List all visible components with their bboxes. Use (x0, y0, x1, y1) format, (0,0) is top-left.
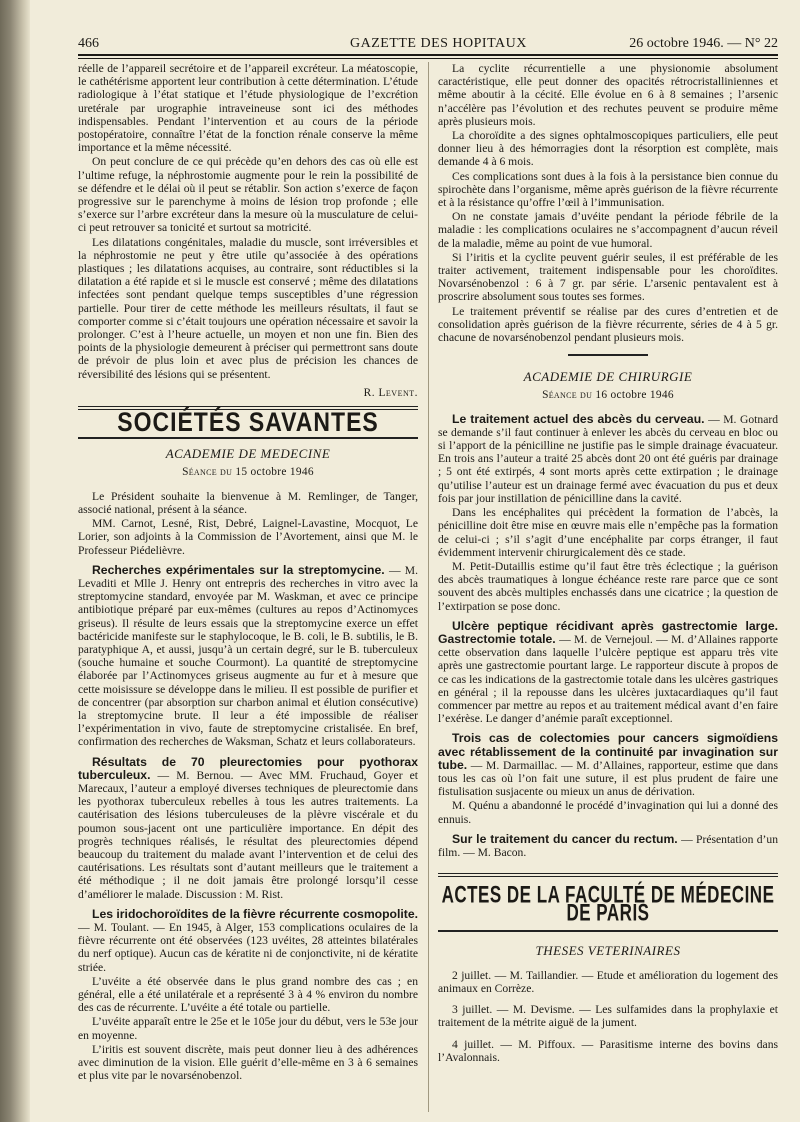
article-abces-cerveau (438, 413, 778, 505)
seance-medecine (78, 466, 418, 479)
academie-chirurgie-heading: ACADEMIE DE CHIRURGIE (523, 369, 693, 385)
article-ulcere-peptique (438, 620, 778, 726)
president-paragraph: Le Président souhaite la bienvenue à M. Remlinger, de Tanger, associé national, présent à la séance. (78, 489, 418, 516)
article-cancer-rectum (438, 833, 778, 859)
article-colectomies (438, 732, 778, 798)
article-body: — Présentation d’un film. — M. Bacon. (438, 832, 778, 859)
header-rule (78, 54, 778, 56)
cyclite-paragraph: La cyclite récurrentielle a une physionomie absolument caractéristique, elle peut donner des opacités rétrocristalliniennes et même aboutir à la cécité. Elle évolue en 6 à 8 semaines ; l’arsenic n’accélère pas l’évolution et des rechutes peuvent se produire même après plusieurs mois. (438, 62, 778, 128)
article-title: Trois cas de colectomies pour cancers sigmoïdiens avec rétablissement de la continuité par invagination sur tube. (438, 731, 778, 772)
academie-medecine-heading: ACADEMIE DE MEDECINE (165, 446, 331, 462)
theses-heading: THESES VETERINAIRES (535, 942, 681, 958)
actes-faculte-title: ACTES DE LA FACULTÉ DE MÉDECINE DE PARIS (441, 881, 775, 927)
left-column (78, 62, 418, 1083)
page-number: 466 (78, 36, 99, 51)
seance-date: 16 octobre 1946 (595, 389, 674, 402)
seance-prefix: Séance du (182, 466, 233, 479)
colectomies-paragraph-2: M. Quénu a abandonné le procédé d’invagination qui lui a donné des ennuis. (438, 799, 778, 826)
article-title: Recherches expérimentales sur la streptomycine. (92, 562, 385, 577)
article-streptomycine (78, 564, 418, 749)
column-divider (428, 62, 429, 1112)
article-title: Ulcère peptique récidivant après gastrectomie large. Gastrectomie totale. (438, 618, 778, 646)
article-body: — M. Bernou. — Avec MM. Fruchaud, Goyer et Marecaux, l’auteur a employé diverses techniques de pleurectomie dans les pyothorax tuberculeux rebelles à tous les autres traitements. La cautérisation des lésions tuberculeuses de la plèvre viscérale et du poumon sous-jacent ont une particulière importance. En dépit des progrès techniques réalisés, le résultat des pleurectomies dépend beaucoup du traitement du malade avant l’intervention et de celui des cautérisations. Les résultats sont d’autant meilleurs que le traitement a été méthodique ; il ne doit jamais être prolongé lorsqu’il cesse d’améliorer le malade. Discussion : M. Rist. (78, 768, 418, 901)
journal-title: GAZETTE DES HOPITAUX (350, 36, 527, 51)
complications-paragraph: Ces complications sont dues à la fois à la persistance bien connue du spirochète dans l’organisme, même après guérison de la fièvre récurrente et à la résistance qu’offre l’œil à l’immunisation. (438, 169, 778, 210)
issue-date: 26 octobre 1946. — N° 22 (629, 36, 778, 51)
article-signature: R. Levent. (363, 386, 418, 399)
section-rule (438, 873, 778, 877)
seance-chirurgie (438, 389, 778, 402)
article-title: Sur le traitement du cancer du rectum. (452, 831, 678, 846)
intro-paragraph-2: On peut conclure de ce qui précède qu’en dehors des cas où elle est l’ultime refuge, la néphrostomie augmente pour le rein la possibilité de se défendre et le délai où il peut se rétablir. Son action s’exerce de façon progressive sur le parenchyme à moins de lésion trop profonde ; elle s’exerce sur l’arbre excréteur dans la mesure où la musculature de celui-ci peut retrouver sa tonicité et surtout sa motricité. (78, 155, 418, 235)
seance-date: 15 octobre 1946 (235, 466, 314, 479)
abces-paragraph-2: Dans les encéphalites qui précèdent la formation de l’abcès, la pénicilline doit être mise en œuvre mais elle n’empêche pas la formation de celui-ci ; s’il s’agit d’une encéphalite par corps étranger, il faut évidemment intervenir chirurgicalement dès ce stade. (438, 506, 778, 559)
article-iridochoroidites (78, 908, 418, 974)
traitement-paragraph: Si l’iritis et la cyclite peuvent guérir seules, il est préférable de les traiter activement, traitement indispensable pour les choroïdites. Novarsénobenzol : 6 à 7 gr. par série. L’arsenic pentavalent est à proscrire absolument sous toutes ses formes. (438, 250, 778, 304)
page-header (78, 32, 778, 56)
intro-paragraph-3: Les dilatations congénitales, maladie du muscle, sont irréversibles et la néphrostomie ne peut y être utile qu’associée à des opérations plastiques ; les dilatations acquises, au contraire, sont réductibles si la dilatation a été rapide et si le muscle est conservé ; même des dilatations infectées sont pendant quelque temps susceptibles d’une régression partielle. Pour tirer de cette méthode les meilleurs résultats, il faut se comporter comme si c’était toujours une opération nécessaire et savoir la prolonger. C’est à l’heure actuelle, un moyen et non une fin. Bien des points de la physiologie demeurent à préciser qui permettront sans doute de prévoir de plus loin et avec plus de précision les chances de réversibilité des lésions qui se présentent. (78, 235, 418, 381)
binding-edge (0, 0, 30, 1122)
uveite-paragraph: On ne constate jamais d’uvéite pendant la période fébrile de la maladie : les complications oculaires ne s’accompagnent d’aucun réveil de la maladie, même au point de vue humoral. (438, 210, 778, 250)
article-body: — M. Toulant. — En 1945, à Alger, 153 complications oculaires de la fièvre récurrente ont été observées (123 uvéites, 28 atteintes bilatérales du nerf optique). Aucun cas de kératite ni de conjonctivite, ni de kératite striée. (78, 920, 418, 974)
iridochoroidites-paragraph-2: L’uvéite a été observée dans le plus grand nombre des cas ; en général, elle a été unilatérale et a représenté 3 à 4 % environ du nombre des cas de récurrente. L’uvéite a été totale ou partielle. (78, 974, 418, 1015)
iridochoroidites-paragraph-3: L’uvéite apparaît entre le 25e et le 105e jour du début, vers le 53e jour en moyenne. (78, 1015, 418, 1042)
abces-paragraph-3: M. Petit-Dutaillis estime qu’il faut être très éclectique ; la guérison des abcès traumatiques à longue échéance reste rare parce que ce sont souvent des abcès multiples enchassés dans une cicatrice ; la question de l’extirpation se pose donc. (438, 559, 778, 613)
iridochoroidites-paragraph-4: L’iritis est souvent discrète, mais peut donner lieu à des adhérences avec diminution de la vision. Elle guérit d’elle-même en 3 à 6 semaines et plus vite par le novarsénobenzol. (78, 1042, 418, 1083)
section-rule-3 (438, 930, 778, 932)
preventif-paragraph: Le traitement préventif se réalise par des cures d’entretien et de consolidation après guérison de la fièvre récurrente, séries de 4 à 5 gr. chacune de novarsénobenzol pendant plusieurs mois. (438, 304, 778, 345)
article-body: — M. Darmaillac. — M. d’Allaines, rapporteur, estime que dans tous les cas où l’on fait une suture, il est plus prudent de faire une fistulisation susjacente ou mieux un anus de dérivation. (438, 758, 778, 799)
short-rule (568, 354, 648, 356)
these-item: 3 juillet. — M. Devisme. — Les sulfamides dans la prophylaxie et traitement de la métrite aiguë de la jument. (438, 1003, 778, 1030)
these-item: 4 juillet. — M. Piffoux. — Parasitisme interne des bovins dans l’Avalonnais. (438, 1037, 778, 1064)
article-pleurectomies (78, 756, 418, 901)
intro-paragraph-1: réelle de l’appareil secrétoire et de l’appareil excréteur. La méatoscopie, le cathétérisme apportent leur contribution à cette détermination. L’étude radiologique à l’état statique et l’étude physiologique de l’excrétion uretérale par urographie intraveineuse sont ici des méthodes indispensables. Pendant l’intervention et au cours de la période postopératoire, connaître l’état de la fonction rénale conserve la même importance et la même nécessité. (78, 62, 418, 155)
section-rule-2 (78, 437, 418, 439)
article-body: — M. Gotnard se demande s’il faut continuer à enlever les abcès du cerveau en bloc ou si l’apport de la pénicilline ne justifie pas le simple drainage évacuateur. En trois ans l’auteur a traité 25 abcès dont 20 ont été guéris par drainage ; 5 ont été extirpés, 4 sont morts après cette extirpation ; le drainage qu’utilise l’auteur est un drainage fermé avec évacuation du pus et deux fois par jour instillation de pénicilline dans la cavité. (438, 412, 778, 505)
choroidite-paragraph: La choroïdite a des signes ophtalmoscopiques particuliers, elle peut donner lieu à des hémorragies dont la résorption est complète, mais demande 4 à 6 mois. (438, 129, 778, 169)
these-item: 2 juillet. — M. Taillandier. — Etude et amélioration du logement des animaux en Corrèze. (438, 968, 778, 995)
article-title: Résultats de 70 pleurectomies pour pyothorax tuberculeux. (78, 754, 418, 782)
article-title: Les iridochoroïdites de la fièvre récurrente cosmopolite. (92, 906, 418, 921)
article-title: Le traitement actuel des abcès du cerveau. (452, 411, 705, 426)
article-body: — M. Levaditi et Mlle J. Henry ont entrepris des recherches in vitro avec la streptomycine standard, envoyée par M. Waskman, et avec ce principe antibiotique préparé par eux-mêmes (cultures au repos d’Actinomyces griseus). Il résulte de leurs essais que la streptomycine exerce un effet bactéricide manifeste sur le staphylocoque, le B. coli, le B. subtilis, le B. paratyphique A, et aussi, jusqu’à un certain degré, sur le B. tuberculeux (souche humaine et souche Courmont). La quantité de streptomycine élaborée par l’Actinomyces griseus augmente au fur et à mesure que cette moisissure se développe dans le milieu. Il est possible de purifier et de concentrer (par absorption sur charbon animal et élution consécutive) la streptomycine brute. Il leur a été impossible de réaliser l’expérimentation in vivo, faute de streptomycine cristalisée. En bref, confirmation des recherches de Waksman, Schatz et leurs collaborateurs. (78, 563, 418, 749)
societes-savantes-title: SOCIÉTÉS SAVANTES (117, 407, 379, 437)
article-body: — M. de Vernejoul. — M. d’Allaines rapporte cette observation dans laquelle l’ulcère peptique est apparu très vite après une gastrectomie pourtant large. Le rapporteur discute à propos de ce cas les indications de la gastrectomie totale dans les ulcères gastriques en général ; il la repousse dans les ulcères juxtacardiaques qu’il faut commencer par mettre au repos et au traitement médical avant d’en faire l’exérèse. Le danger d’anémie paraît exceptionnel. (438, 632, 778, 726)
seance-prefix: Séance du (542, 389, 593, 402)
commission-paragraph: MM. Carnot, Lesné, Rist, Debré, Laignel-Lavastine, Mocquot, Le Lorier, son adjoints à la Commission de l’Avortement, ainsi que M. le Professeur Piédelièvre. (78, 517, 418, 557)
right-column (438, 62, 778, 1065)
header-rule-thin (78, 58, 778, 59)
